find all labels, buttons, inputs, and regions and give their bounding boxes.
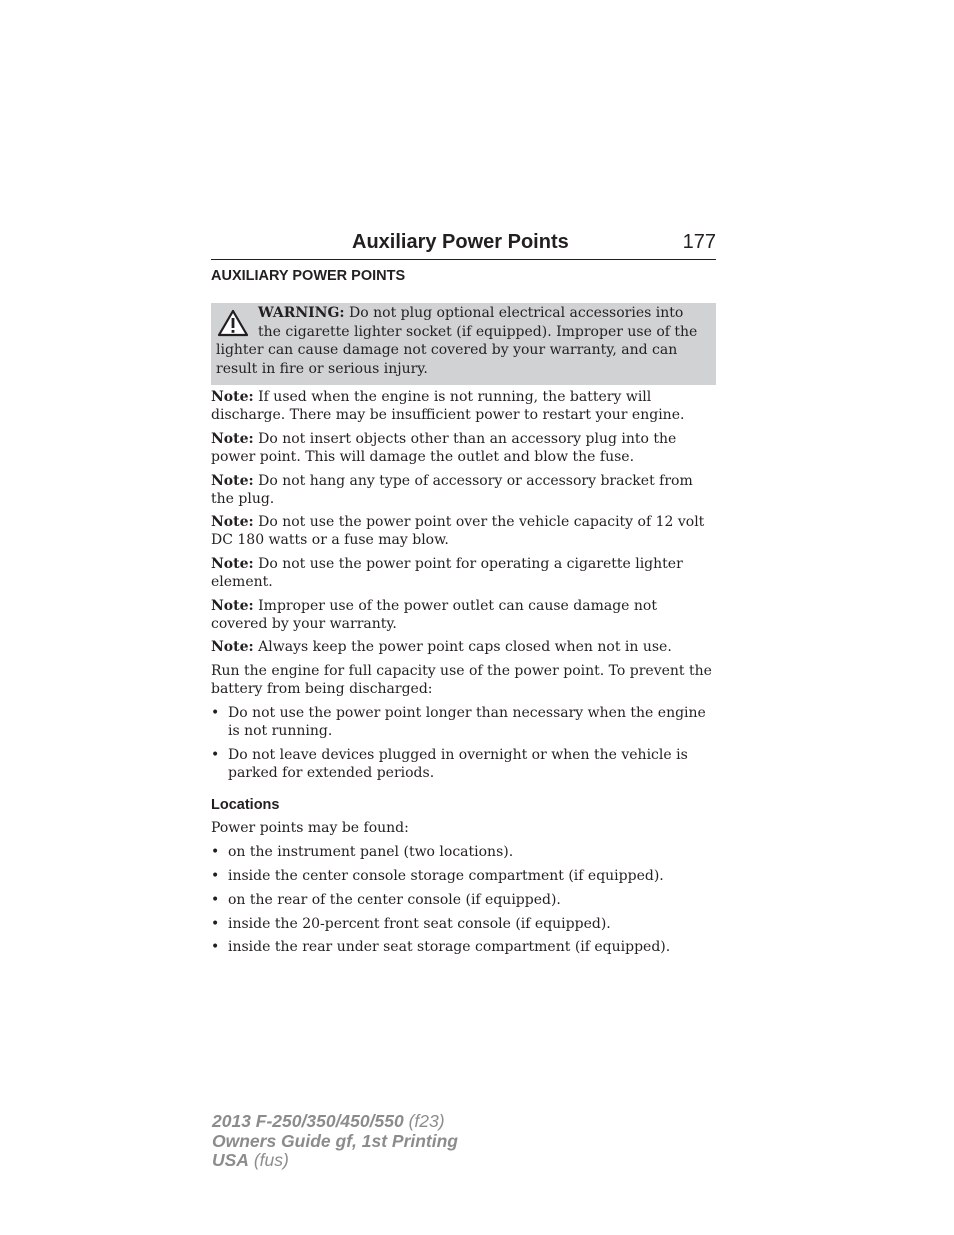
footer-line-1: 2013 F-250/350/450/550 (f23) — [212, 1111, 445, 1131]
page-header-title: Auxiliary Power Points — [352, 231, 569, 253]
note-5 — [211, 556, 716, 591]
note-label: Note: — [211, 514, 254, 530]
list-item — [211, 916, 716, 934]
bullet: • — [211, 892, 220, 908]
bullet: • — [211, 705, 220, 721]
note-label: Note: — [211, 389, 254, 405]
note-label: Note: — [211, 431, 254, 447]
warning-body: Do not plug optional electrical accessories into the cigarette lighter socket (if equipped). Improper use of the lighter can cause damage not covered by your warranty, and can result in fire or serious injury. — [216, 305, 698, 377]
list-item-text: on the instrument panel (two locations). — [228, 844, 514, 860]
note-label: Note: — [211, 556, 254, 572]
bullet: • — [211, 868, 220, 884]
note-2 — [211, 431, 716, 466]
note-text: Do not use the power point for operating a cigarette lighter element. — [211, 556, 683, 590]
note-text: Do not insert objects other than an accessory plug into the power point. This will damage the outlet and blow the fuse. — [211, 431, 677, 465]
page-number: 177 — [682, 231, 716, 253]
locations-intro: Power points may be found: — [211, 820, 409, 836]
list-item-text: inside the 20-percent front seat console (if equipped). — [228, 916, 611, 932]
list-item — [211, 844, 716, 862]
bullet: • — [211, 939, 220, 955]
list-item — [211, 892, 716, 910]
list-item — [211, 939, 716, 957]
list-item-text: on the rear of the center console (if equipped). — [228, 892, 561, 908]
note-label: Note: — [211, 598, 254, 614]
note-4 — [211, 514, 716, 549]
note-3 — [211, 473, 716, 508]
note-label: Note: — [211, 473, 254, 489]
section-title: AUXILIARY POWER POINTS — [211, 268, 406, 284]
warning-label: WARNING: — [258, 305, 345, 321]
note-7 — [211, 639, 716, 657]
note-6 — [211, 598, 716, 633]
list-item-text: Do not use the power point longer than necessary when the engine is not running. — [228, 705, 706, 739]
list-item-text: inside the rear under seat storage compartment (if equipped). — [228, 939, 671, 955]
note-text: Do not use the power point over the vehicle capacity of 12 volt DC 180 watts or a fuse may blow. — [211, 514, 705, 548]
list-item-text: inside the center console storage compartment (if equipped). — [228, 868, 664, 884]
note-text: Always keep the power point caps closed when not in use. — [253, 639, 672, 655]
bullet: • — [211, 844, 220, 860]
note-1 — [211, 389, 716, 424]
note-text: If used when the engine is not running, the battery will discharge. There may be insufficient power to restart your engine. — [211, 389, 685, 423]
list-item-text: Do not leave devices plugged in overnight or when the vehicle is parked for extended periods. — [228, 747, 688, 781]
note-text: Improper use of the power outlet can cause damage not covered by your warranty. — [211, 598, 657, 632]
note-label: Note: — [211, 639, 254, 655]
page-header — [211, 229, 716, 260]
locations-heading: Locations — [211, 797, 280, 813]
warning-text — [216, 304, 710, 378]
list-item — [211, 705, 716, 740]
warning-box — [211, 303, 716, 385]
footer-line-3: USA (fus) — [212, 1150, 289, 1170]
bullet: • — [211, 747, 220, 763]
list-item — [211, 868, 716, 886]
bullet: • — [211, 916, 220, 932]
list-item — [211, 747, 716, 782]
run-paragraph: Run the engine for full capacity use of the power point. To prevent the battery from being discharged: — [211, 663, 712, 697]
footer-line-2: Owners Guide gf, 1st Printing — [212, 1130, 458, 1151]
note-text: Do not hang any type of accessory or accessory bracket from the plug. — [211, 473, 693, 507]
footer — [212, 1112, 458, 1171]
